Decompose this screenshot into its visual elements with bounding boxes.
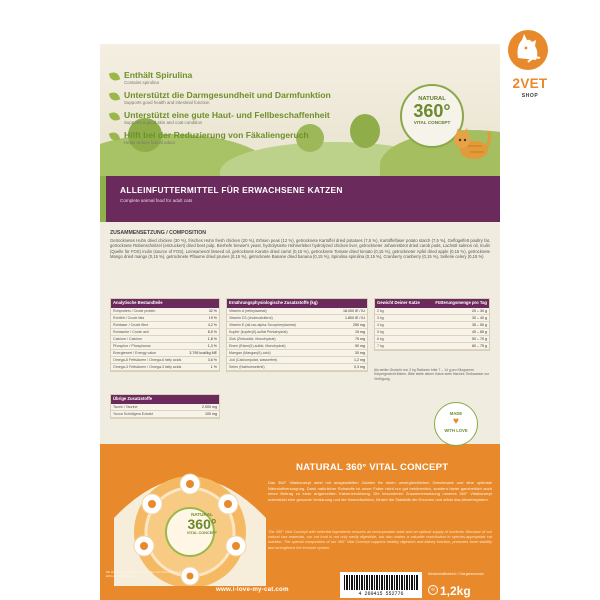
row-key: Calcium / Calcium: [113, 337, 142, 341]
table-row: [111, 364, 219, 371]
row-key: 7 kg: [377, 344, 384, 348]
badge-bottom-text: VITAL CONCEPT: [413, 120, 451, 125]
table-row: [375, 343, 489, 350]
table-row: [227, 343, 367, 350]
footnote: Mit Omega- und Zubereitungsstoffen. Vor Feuchtigkeit schützen, kühl und trocken lagern.: [106, 570, 192, 578]
row-key: Mangan (Mangan(II)-oxid): [229, 351, 271, 355]
row-key: Vitamin E (all-rac-alpha-Tocopherylacetat): [229, 323, 296, 327]
row-key: Zink (Zinkoxide, Monohydrat): [229, 337, 276, 341]
row-key: Rohasche / Crude ash: [113, 330, 149, 334]
ribbon-decoration: [100, 176, 106, 222]
row-key: Yucca Schidigera Extrakt: [113, 412, 153, 416]
row-value: 8,5 %: [207, 330, 217, 334]
row-key: 6 kg: [377, 337, 384, 341]
table-row: [227, 329, 367, 336]
table-row: [111, 404, 219, 411]
row-value: 18.000 IE / IU: [343, 309, 365, 313]
row-key: Vitamin A (retinylacetat): [229, 309, 267, 313]
benefit-title: Enthält Spirulina: [124, 70, 193, 80]
row-key: Omega-3 Fettsäuren / Omega-3 fatty acids: [113, 365, 182, 369]
vital-concept-text-en: The 360° Vital Concept with selected ingredients ensures an incomparable taste and an optimal supply of nutrients. Because of our natural raw materials, our cat food is not only easily digestible, but also makes a valuable contribution to species-appropriate cat nutrition. The special composition of our 360° Vital Concept supports healthy digestion and kidney function, promotes bone stability and strengthens the immune system.: [268, 530, 492, 550]
vital-concept-text: Das 360° Vitalkonzept setzt mit ausgewählten Zutaten für einen unvergleichlichen Geschmack und eine optimale Nährstoffversorgung. Dank natürlicher Rohstoffe ist unser Futter nicht nur gut bekömmlich, sondern bietet ganzheitlich auch einen Beitrag zu einer artgerechten Katzenernährung. Die besonderen Zusammensetzung unseres 360° Vitalkonzept unterstützt eine gesunde Verdauung und die Harnorfunktion, fördert die Stabilität der Knochen und stärkt das Abwehrsystem.: [268, 480, 492, 502]
wheel-center-bottom: VITAL CONCEPT: [186, 531, 218, 535]
benefit-item: [110, 130, 380, 146]
table-row: [111, 315, 219, 322]
row-value: 32 %: [208, 309, 217, 313]
row-key: Kupfer (kupfer(II)-sulfat Pentahydrat): [229, 330, 288, 334]
barcode-number: 4 260415 552776: [358, 591, 404, 597]
heart-icon: ♥: [453, 416, 459, 427]
dog-cat-logo-icon: [506, 28, 550, 72]
benefits-area: [100, 44, 500, 176]
other-additives-header: Übrige Zusatzstoffe: [111, 395, 219, 404]
row-key: Phosphor / Phosphorus: [113, 344, 151, 348]
barcode: [340, 572, 422, 598]
product-bag-back: [100, 44, 500, 600]
row-value: 30 mg: [355, 351, 365, 355]
row-key: 2 kg: [377, 309, 384, 313]
wheel-center-big: 360°: [187, 516, 217, 532]
table-row: [375, 329, 489, 336]
benefit-subtitle: Supports a good skin and coat condition: [124, 120, 203, 125]
benefit-title: Hilft bei der Reduzierung von Fäkaliengeruch: [124, 130, 309, 140]
row-value: 1,2 mg: [354, 358, 365, 362]
benefit-subtitle: Contains spirulina: [124, 80, 159, 85]
made-with-love-badge: [434, 402, 478, 446]
row-key: 3 kg: [377, 316, 384, 320]
vital-concept-title: NATURAL 360° VITAL CONCEPT: [296, 462, 449, 473]
table-row: [111, 308, 219, 315]
row-value: 20 – 30 g: [472, 309, 487, 313]
row-key: Rohprotein / Crude protein: [113, 309, 156, 313]
table-row: [111, 336, 219, 343]
table-row: [111, 350, 219, 357]
row-key: Taurin / Taurine: [113, 405, 138, 409]
leaf-icon: [109, 71, 121, 83]
benefit-item: [110, 110, 380, 126]
row-value: 1.800 IE / IU: [345, 316, 365, 320]
batch-label: Mindesthaltbarkeit / Chargennummer: [428, 572, 484, 576]
row-value: 90 mg: [355, 344, 365, 348]
leaf-icon: [109, 131, 121, 143]
badge-top-text: NATURAL: [418, 96, 446, 102]
made-bottom: WITH LOVE: [444, 428, 468, 433]
cat-illustration: [452, 128, 492, 162]
badge-big-text: 360°: [413, 101, 451, 121]
additives-table: [226, 298, 368, 372]
feeding-header-left: Gewicht Deiner Katze: [377, 300, 420, 305]
feeding-table-header: [375, 299, 489, 308]
wheel-center-label: [176, 512, 228, 535]
table-row: [375, 315, 489, 322]
row-key: Vitamin D3 (cholecalciferol): [229, 316, 273, 320]
row-value: 35 – 50 g: [472, 323, 487, 327]
table-row: [111, 411, 219, 418]
row-value: 1,8 %: [207, 337, 217, 341]
row-value: 2.000 mg: [202, 405, 217, 409]
row-key: Jod (Calciumjodat, wasserfrei): [229, 358, 278, 362]
row-value: 60 – 75 g: [472, 344, 487, 348]
analytic-table-header: Analytische Bestandteile: [111, 299, 219, 308]
benefit-subtitle: Supports good health and intestinal function: [124, 100, 210, 105]
logo-name: 2VET: [512, 76, 548, 91]
barcode-bars: [344, 575, 418, 590]
net-weight: 1,2kg: [440, 584, 471, 598]
composition-text: Getrocknetes Huhn dried chicken (30 %), frisches Huhn fresh chicken (20 %), Erbsen peas (12 %), getrocknete Kartoffel dried potatoes (7,5 %), Kartoffelfaser potato starch (7,5 %), Geflügelfett poultry fat, getrocknete Rübenschnitzel (entzuckert) dried beet pulp, Bierhefe brewer's yeast, hydrolysierte Hühnerleber hydrolyzed chicken liver, getrockneter Johannisbrot dried carob pods, Lachsöl salmon oil, Inulin (Quelle für FOS) inulin (source of FOS), Leinsamenöl linseed oil, getrocknete Karotte dried carrot (0,15 %), getrocknete Tomate dried tomato (0,15 %), getrockneter Apfel dried apple (0,15 %), getrocknete Mango dried mango (0,15 %), getrocknete Pflaume dried prunes (0,15 %), getrocknete Banane dried banana (0,15 %), Spirulina spirulina (0,15 %), Cranberry cranberry (0,15 %), Sellerie celery (0,15 %): [110, 238, 490, 260]
row-value: 100 mg: [205, 412, 217, 416]
estimated-sign-icon: ℮: [428, 585, 438, 595]
row-value: 3,6 %: [207, 358, 217, 362]
product-type-band: [100, 176, 500, 222]
row-value: 3.795 kcal/kg ME: [189, 351, 217, 355]
row-key: Omega-6 Fettsäuren / Omega-6 fatty acids: [113, 358, 182, 362]
table-row: [227, 322, 367, 329]
row-value: 4,2 %: [207, 323, 217, 327]
row-value: 50 – 70 g: [472, 337, 487, 341]
row-value: 19 %: [208, 316, 217, 320]
row-key: 5 kg: [377, 330, 384, 334]
row-key: Selen (Natriumselenit): [229, 365, 265, 369]
logo-tagline: SHOP: [521, 93, 539, 99]
benefit-title: Unterstützt die Darmgesundheit und Darmfunktion: [124, 90, 331, 100]
benefit-subtitle: Helps reduce faecal odour: [124, 140, 176, 145]
table-row: [111, 322, 219, 329]
other-additives-table: [110, 394, 220, 419]
table-row: [375, 336, 489, 343]
row-key: Rohfaser / Crude fibre: [113, 323, 149, 327]
row-value: 250 mg: [353, 323, 365, 327]
composition-section: [110, 230, 490, 260]
table-row: [227, 364, 367, 371]
feeding-note: Als weiter Gewicht von 3 kg Rationen bitte 7 – 14 g pro Kilogramm Körpergewicht füttern. Bitte stelle deiner Katze stets frisches Trinkwasser zur Verfügung.: [374, 368, 490, 381]
benefits-list: [110, 70, 380, 150]
table-row: [227, 336, 367, 343]
row-value: 0,3 mg: [354, 365, 365, 369]
table-row: [227, 308, 367, 315]
row-value: 1 %: [210, 365, 217, 369]
table-row: [111, 357, 219, 364]
composition-heading: ZUSAMMENSETZUNG / COMPOSITION: [110, 230, 206, 236]
benefit-item: [110, 90, 380, 106]
made-top: MADE: [449, 411, 463, 416]
table-row: [111, 329, 219, 336]
table-row: [375, 322, 489, 329]
row-value: 1,3 %: [207, 344, 217, 348]
row-key: Eisen (Eisen(II)-sulfat, Monohydrat): [229, 344, 286, 348]
row-key: Rohfett / Crude fats: [113, 316, 145, 320]
row-value: 75 mg: [355, 337, 365, 341]
analytic-table: [110, 298, 220, 372]
table-row: [227, 357, 367, 364]
row-value: 30 – 40 g: [472, 316, 487, 320]
feeding-header-right: Fütterungsmenge pro Tag: [435, 300, 487, 305]
website-url: www.i-love-my-cat.com: [216, 586, 289, 593]
leaf-icon: [109, 111, 121, 123]
row-key: 4 kg: [377, 323, 384, 327]
table-row: [227, 315, 367, 322]
shop-logo[interactable]: [500, 28, 564, 108]
row-value: 40 – 65 g: [472, 330, 487, 334]
leaf-icon: [109, 91, 121, 103]
product-type-subtitle: Complete animal food for adult cats: [120, 198, 193, 203]
table-row: [227, 350, 367, 357]
benefit-item: [110, 70, 380, 86]
nutrition-tables: [110, 298, 490, 444]
table-row: [111, 343, 219, 350]
row-key: Energiewert / Energy value: [113, 351, 157, 355]
wheel-center-top: NATURAL: [191, 512, 213, 517]
additives-table-header: Ernährungsphysiologische Zusatzstoffe (kg): [227, 299, 367, 308]
table-row: [375, 308, 489, 315]
benefit-title: Unterstützt eine gute Haut- und Fellbeschaffenheit: [124, 110, 330, 120]
row-value: 15 mg: [355, 330, 365, 334]
product-type-title: ALLEINFUTTERMITTEL FÜR ERWACHSENE KATZEN: [120, 185, 343, 195]
feeding-table: [374, 298, 490, 351]
